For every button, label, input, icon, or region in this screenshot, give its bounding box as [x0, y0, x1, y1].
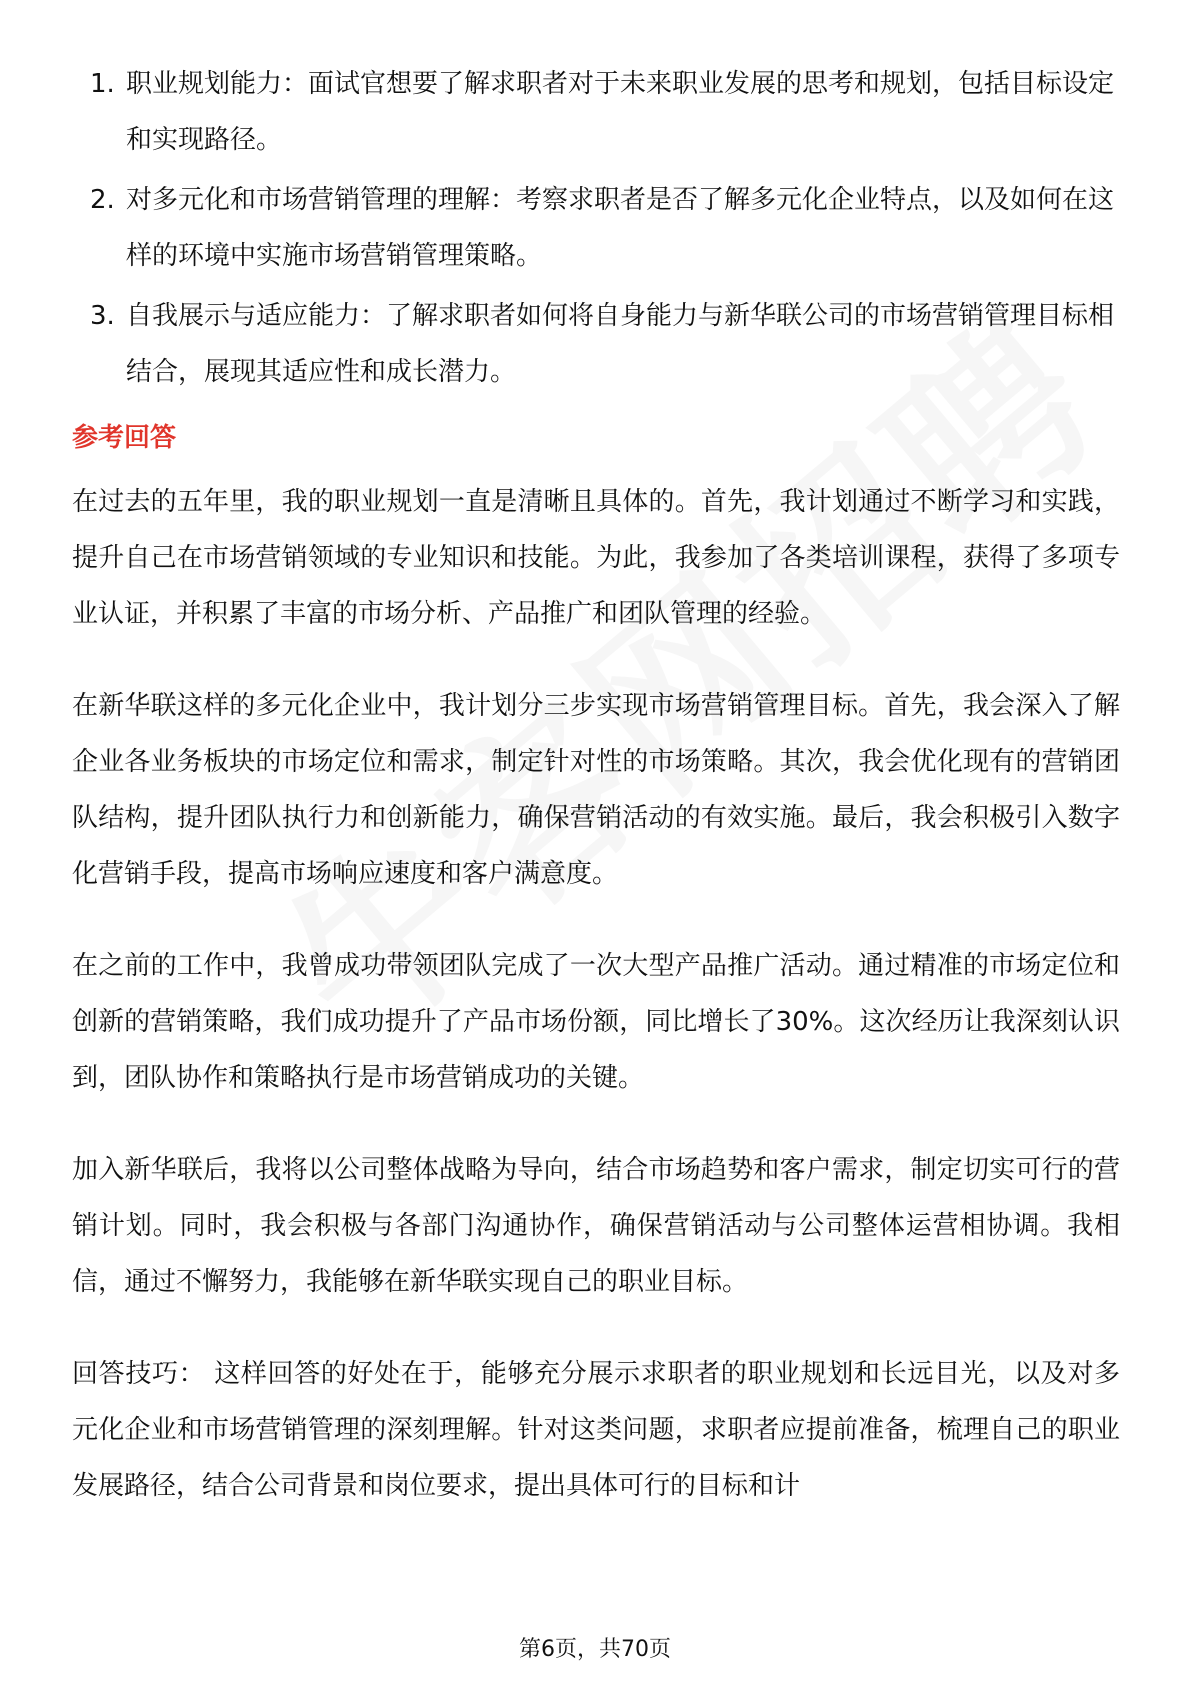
list-item: [70, 56, 1120, 168]
list-item-number: 3.: [90, 301, 115, 331]
list-item: [70, 172, 1120, 284]
question-points-list: [70, 56, 1120, 404]
paragraph: 在之前的工作中，我曾成功带领团队完成了一次大型产品推广活动。通过精准的市场定位和创新的营销策略，我们成功提升了产品市场份额，同比增长了30%。这次经历让我深刻认识到，团队协作和策略执行是市场营销成功的关键。: [72, 951, 1120, 1093]
list-item-number: 1.: [90, 69, 115, 99]
list-item-text: 自我展示与适应能力：了解求职者如何将自身能力与新华联公司的市场营销管理目标相结合，展现其适应性和成长潜力。: [126, 301, 1115, 387]
paragraph: 加入新华联后，我将以公司整体战略为导向，结合市场趋势和客户需求，制定切实可行的营销计划。同时，我会积极与各部门沟通协作，确保营销活动与公司整体运营相协调。我相信，通过不懈努力，我能够在新华联实现自己的职业目标。: [72, 1155, 1120, 1297]
page-number: 第6页，共70页: [519, 1637, 671, 1662]
answer-tips-paragraph: 回答技巧： 这样回答的好处在于，能够充分展示求职者的职业规划和长远目光，以及对多元化企业和市场营销管理的深刻理解。针对这类问题，求职者应提前准备，梳理自己的职业发展路径，结合公司背景和岗位要求，提出具体可行的目标和计: [72, 1359, 1120, 1501]
answer-body: [72, 474, 1120, 1550]
list-item-text: 职业规划能力：面试官想要了解求职者对于未来职业发展的思考和规划，包括目标设定和实现路径。: [126, 69, 1115, 155]
list-item-number: 2.: [90, 185, 115, 215]
list-item: [70, 288, 1120, 400]
paragraph: 在过去的五年里，我的职业规划一直是清晰且具体的。首先，我计划通过不断学习和实践，提升自己在市场营销领域的专业知识和技能。为此，我参加了各类培训课程，获得了多项专业认证，并积累了丰富的市场分析、产品推广和团队管理的经验。: [72, 487, 1120, 629]
section-title: 参考回答: [72, 423, 177, 453]
paragraph: 在新华联这样的多元化企业中，我计划分三步实现市场营销管理目标。首先，我会深入了解企业各业务板块的市场定位和需求，制定针对性的市场策略。其次，我会优化现有的营销团队结构，提升团队执行力和创新能力，确保营销活动的有效实施。最后，我会积极引入数字化营销手段，提高市场响应速度和客户满意度。: [72, 691, 1120, 889]
list-item-text: 对多元化和市场营销管理的理解：考察求职者是否了解多元化企业特点，以及如何在这样的环境中实施市场营销管理策略。: [126, 185, 1115, 271]
